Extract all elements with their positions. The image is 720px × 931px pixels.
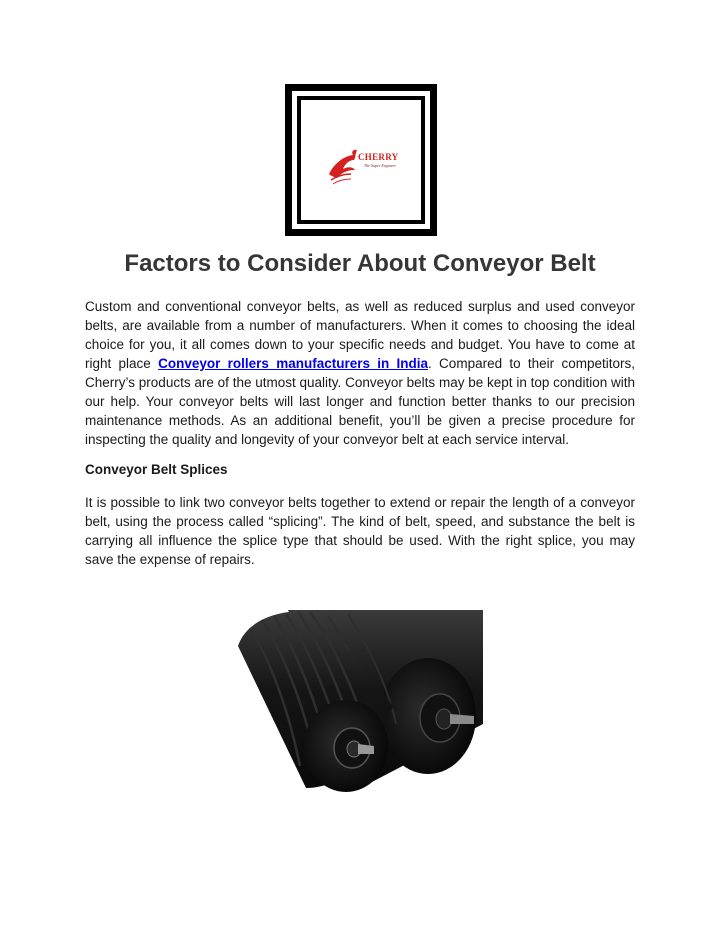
conveyor-rollers-image	[228, 606, 498, 794]
section-heading: Conveyor Belt Splices	[85, 462, 228, 477]
intro-paragraph	[85, 297, 635, 449]
intro-text-after-link: . Compared to their competitors, Cherry’s products are of the utmost quality. Conveyor belts may be kept in top condition with our help. Your conveyor belts will last longer and function better thanks to our precision maintenance methods. As an additional benefit, you’ll be given a precise procedure for inspecting the quality and longevity of your conveyor belt at each service interval.	[85, 356, 635, 447]
cherry-logo	[301, 100, 421, 220]
logo-wordmark: CHERRY	[358, 152, 399, 162]
logo-frame	[285, 84, 437, 236]
intro-text-before-link: Custom and conventional conveyor belts, as well as reduced surplus and used conveyor belts, are available from a number of manufacturers. When it comes to choosing the ideal choice for you, it all comes down to your specific needs and budget. You have to come at right place	[85, 299, 635, 371]
splices-paragraph: It is possible to link two conveyor belts together to extend or repair the length of a conveyor belt, using the process called “splicing”. The kind of belt, speed, and substance the belt is carrying all influence the splice type that should be used. With the right splice, you may save the expense of repairs.	[85, 495, 635, 567]
page-title: Factors to Consider About Conveyor Belt	[124, 250, 596, 277]
logo-tagline: The Super Engineer	[364, 163, 396, 168]
conveyor-rollers-link[interactable]: Conveyor rollers manufacturers in India	[158, 356, 429, 371]
